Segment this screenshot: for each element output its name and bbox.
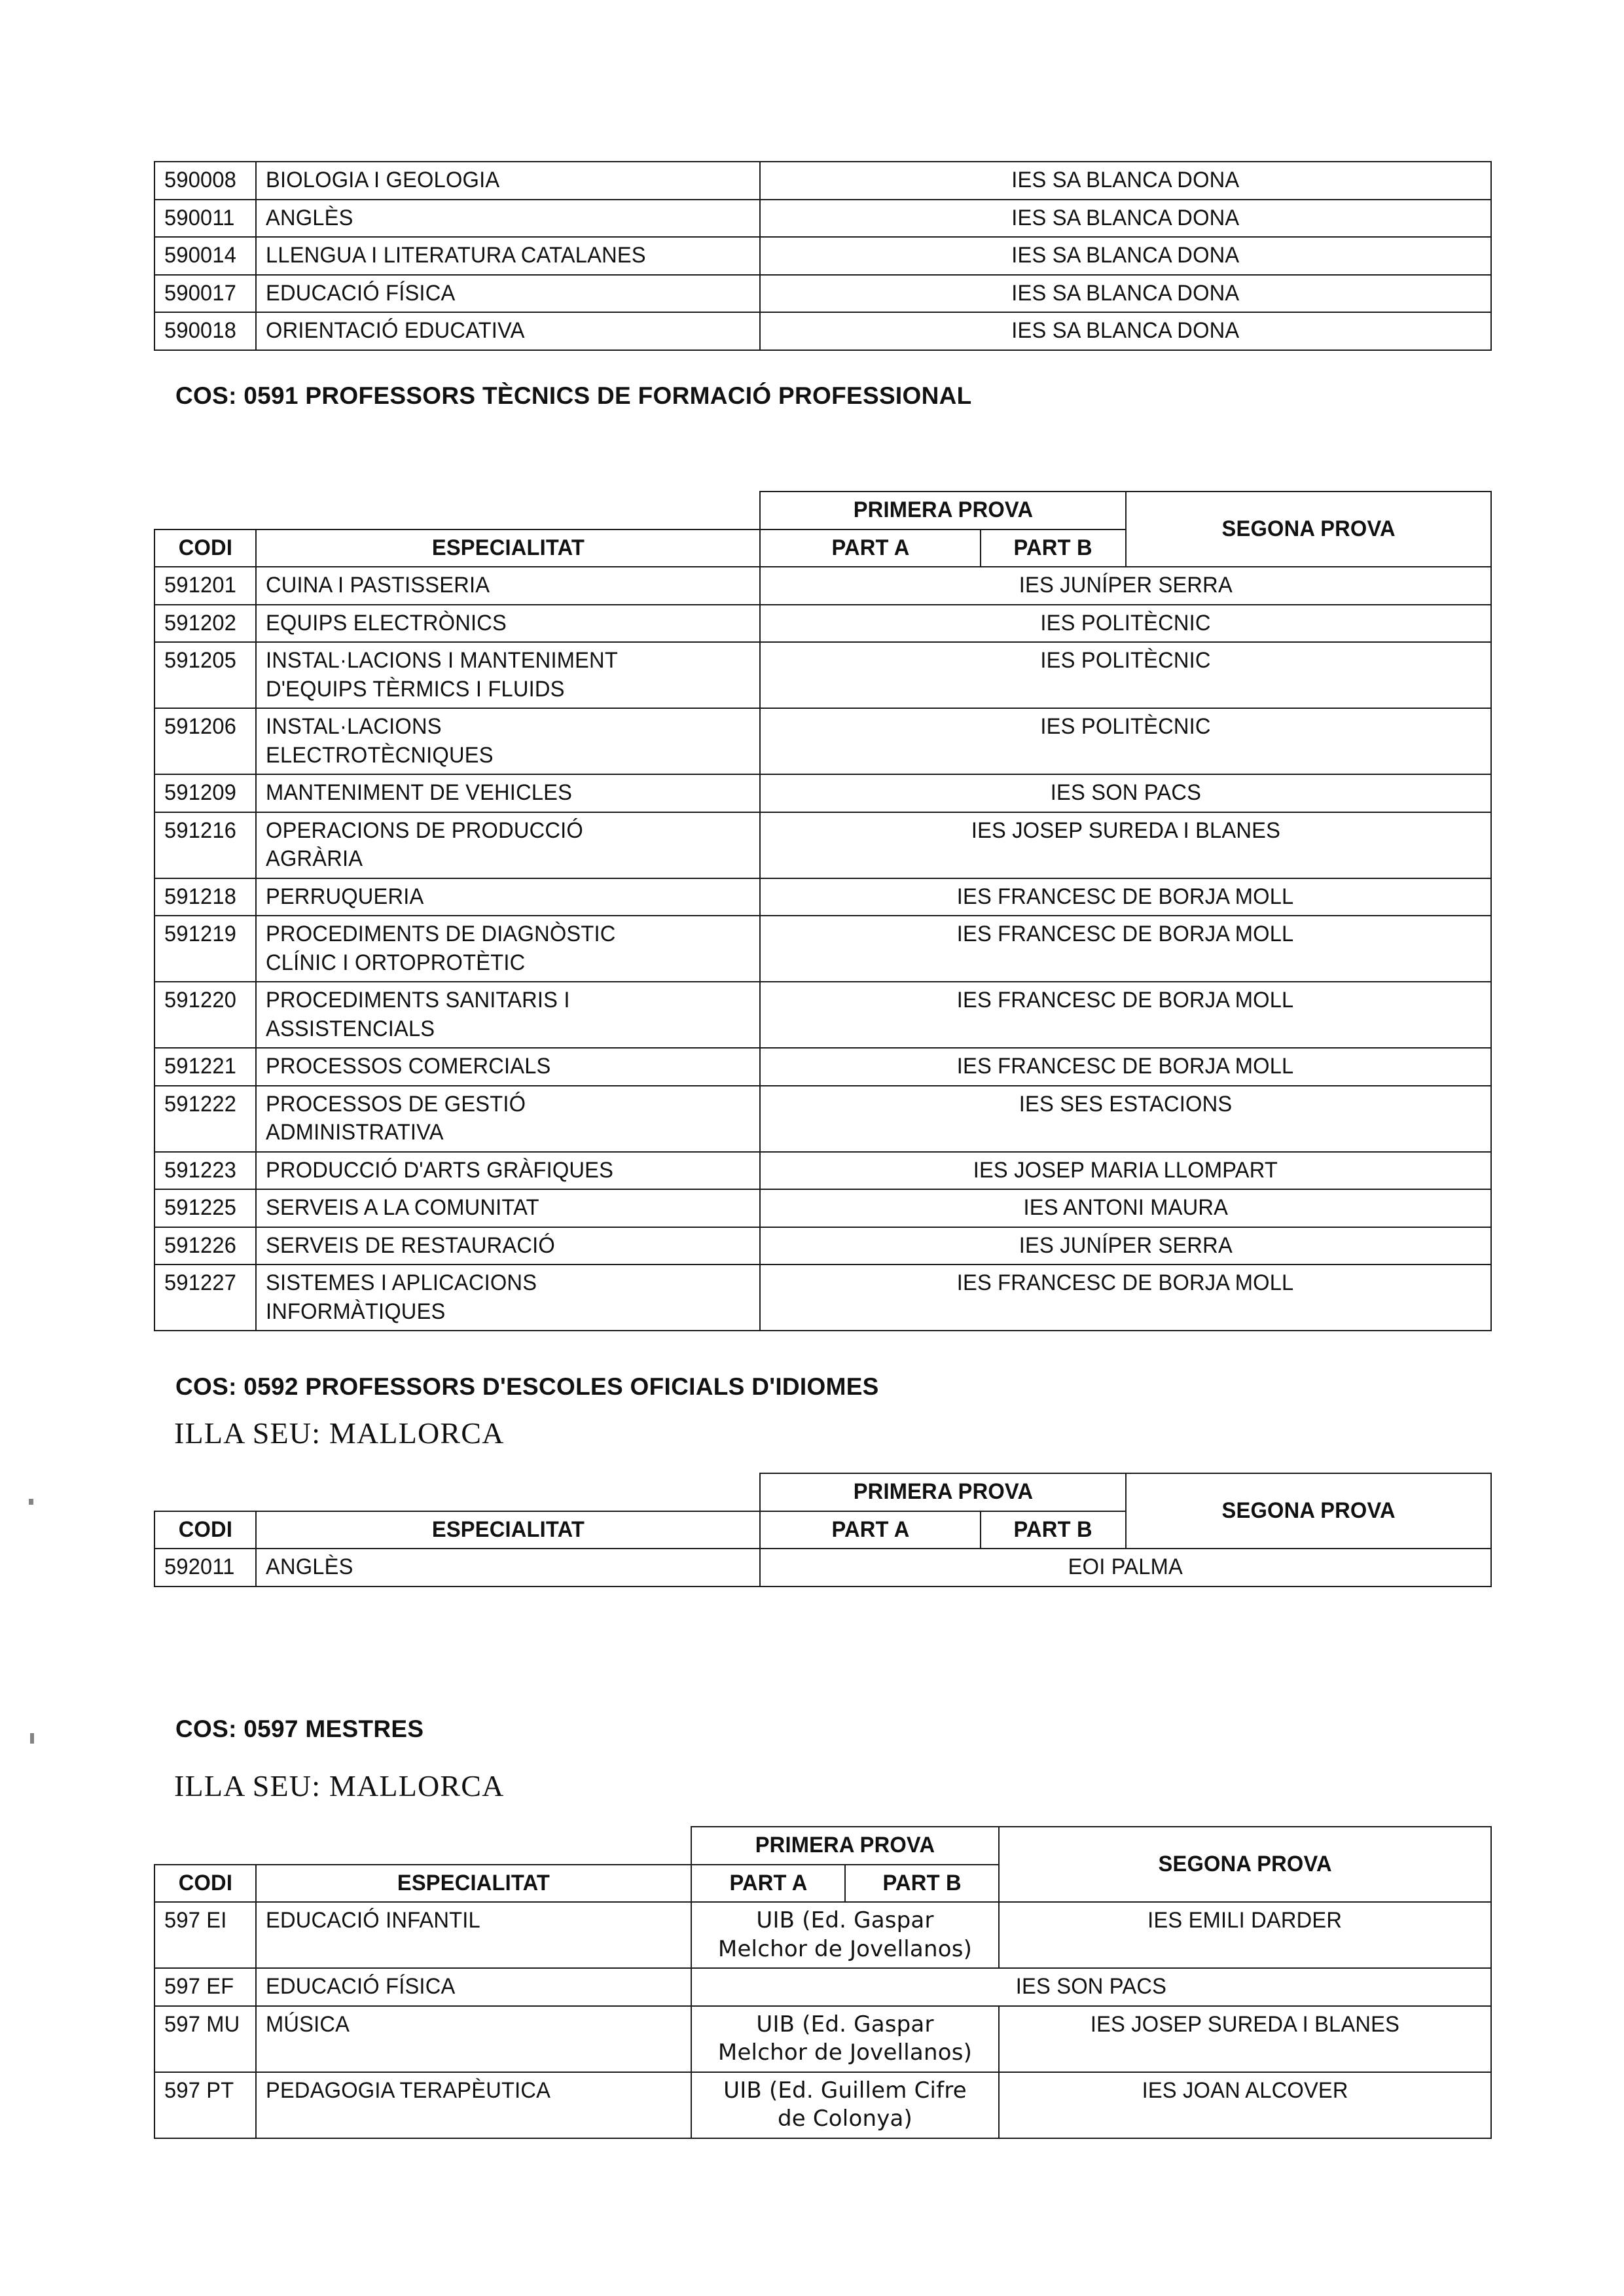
header-spacer: [256, 1473, 760, 1511]
table-cos-0597: [154, 1826, 1492, 2139]
table-body: [154, 567, 1491, 1331]
header-spacer: [256, 492, 760, 529]
cell-especialitat: EDUCACIÓ INFANTIL: [256, 1902, 691, 1968]
cell-venue: IES JOSEP SUREDA I BLANES: [760, 812, 1491, 878]
section-heading-0597: COS: 0597 MESTRES: [175, 1715, 424, 1742]
table-body: [154, 1902, 1491, 2138]
cell-venue: IES FRANCESC DE BORJA MOLL: [760, 916, 1491, 982]
cell-codi: 591202: [154, 605, 256, 643]
header-codi: CODI: [154, 529, 256, 567]
cell-especialitat: ORIENTACIÓ EDUCATIVA: [256, 312, 760, 350]
cell-venue: IES JUNÍPER SERRA: [760, 1227, 1491, 1265]
cell-codi: 591206: [154, 708, 256, 774]
table-body: [154, 1549, 1491, 1587]
header-primera-prova: PRIMERA PROVA: [760, 1473, 1126, 1511]
table-header: [154, 1473, 1491, 1549]
cell-codi: 590011: [154, 200, 256, 238]
header-especialitat: ESPECIALITAT: [256, 529, 760, 567]
cell-especialitat: EQUIPS ELECTRÒNICS: [256, 605, 760, 643]
cell-codi: 590014: [154, 237, 256, 275]
cell-codi: 590018: [154, 312, 256, 350]
cell-part-a-venue: UIB (Ed. Gaspar Melchor de Jovellanos): [691, 1902, 999, 1968]
cell-venue: IES SA BLANCA DONA: [760, 275, 1491, 313]
cell-venue: IES SA BLANCA DONA: [760, 312, 1491, 350]
header-part-a: PART A: [760, 529, 981, 567]
table-row: [154, 708, 1491, 774]
cell-especialitat: CUINA I PASTISSERIA: [256, 567, 760, 605]
table-row: [154, 774, 1491, 812]
table-row: [154, 878, 1491, 916]
table-row: [154, 2006, 1491, 2072]
header-spacer: [154, 492, 256, 529]
table-row: [154, 1549, 1491, 1587]
header-spacer: [256, 1827, 691, 1865]
scan-speck: [30, 1733, 34, 1744]
cell-venue: IES FRANCESC DE BORJA MOLL: [760, 1265, 1491, 1331]
cell-codi: 591226: [154, 1227, 256, 1265]
cell-venue: IES SA BLANCA DONA: [760, 237, 1491, 275]
table-cos-0590-continuation: [154, 161, 1492, 351]
header-part-b: PART B: [845, 1865, 999, 1903]
table-row: [154, 200, 1491, 238]
cell-especialitat: ANGLÈS: [256, 1549, 760, 1587]
cell-codi: 597 EF: [154, 1968, 256, 2006]
cell-venue: EOI PALMA: [760, 1549, 1491, 1587]
table-row: [154, 162, 1491, 200]
table-row: [154, 916, 1491, 982]
cell-venue: IES FRANCESC DE BORJA MOLL: [760, 982, 1491, 1048]
table-header: [154, 492, 1491, 567]
cell-venue: IES POLITÈCNIC: [760, 708, 1491, 774]
header-segona-prova: SEGONA PROVA: [999, 1827, 1491, 1902]
cell-segona-venue: IES EMILI DARDER: [999, 1902, 1491, 1968]
cell-codi: 591209: [154, 774, 256, 812]
cell-venue: IES SON PACS: [691, 1968, 1491, 2006]
cell-especialitat: PERRUQUERIA: [256, 878, 760, 916]
header-primera-prova: PRIMERA PROVA: [760, 492, 1126, 529]
header-spacer: [154, 1827, 256, 1865]
table-row: [154, 1189, 1491, 1227]
table-row: [154, 2072, 1491, 2138]
table-row: [154, 1048, 1491, 1086]
cell-especialitat: PEDAGOGIA TERAPÈUTICA: [256, 2072, 691, 2138]
cell-especialitat: LLENGUA I LITERATURA CATALANES: [256, 237, 760, 275]
header-especialitat: ESPECIALITAT: [256, 1865, 691, 1903]
cell-especialitat: INSTAL·LACIONS ELECTROTÈCNIQUES: [256, 708, 760, 774]
table-row: [154, 642, 1491, 708]
cell-codi: 591225: [154, 1189, 256, 1227]
header-part-b: PART B: [981, 529, 1126, 567]
header-segona-prova: SEGONA PROVA: [1126, 1473, 1491, 1549]
header-row-group: [154, 492, 1491, 529]
cell-especialitat: PROCESSOS DE GESTIÓ ADMINISTRATIVA: [256, 1086, 760, 1152]
cell-codi: 591219: [154, 916, 256, 982]
cell-codi: 591220: [154, 982, 256, 1048]
cell-venue: IES FRANCESC DE BORJA MOLL: [760, 878, 1491, 916]
cell-especialitat: OPERACIONS DE PRODUCCIÓ AGRÀRIA: [256, 812, 760, 878]
cell-codi: 597 MU: [154, 2006, 256, 2072]
cell-especialitat: EDUCACIÓ FÍSICA: [256, 275, 760, 313]
header-especialitat: ESPECIALITAT: [256, 1511, 760, 1549]
cell-codi: 591221: [154, 1048, 256, 1086]
table-row: [154, 1902, 1491, 1968]
cell-venue: IES JOSEP MARIA LLOMPART: [760, 1152, 1491, 1190]
table-row: [154, 567, 1491, 605]
cell-codi: 590017: [154, 275, 256, 313]
header-codi: CODI: [154, 1511, 256, 1549]
header-codi: CODI: [154, 1865, 256, 1903]
header-part-a: PART A: [691, 1865, 845, 1903]
cell-venue: IES FRANCESC DE BORJA MOLL: [760, 1048, 1491, 1086]
cell-codi: 591205: [154, 642, 256, 708]
cell-codi: 591223: [154, 1152, 256, 1190]
illa-seu-0592: ILLA SEU: MALLORCA: [174, 1416, 505, 1450]
cell-part-a-venue: UIB (Ed. Guillem Cifre de Colonya): [691, 2072, 999, 2138]
header-spacer: [154, 1473, 256, 1511]
header-row-group: [154, 1473, 1491, 1511]
table-row: [154, 605, 1491, 643]
table-body: [154, 162, 1491, 350]
cell-codi: 591218: [154, 878, 256, 916]
cell-venue: IES SES ESTACIONS: [760, 1086, 1491, 1152]
table-cos-0591: [154, 491, 1492, 1331]
cell-segona-venue: IES JOSEP SUREDA I BLANES: [999, 2006, 1491, 2072]
cell-codi: 591201: [154, 567, 256, 605]
cell-codi: 591227: [154, 1265, 256, 1331]
cell-especialitat: ANGLÈS: [256, 200, 760, 238]
cell-codi: 590008: [154, 162, 256, 200]
cell-especialitat: BIOLOGIA I GEOLOGIA: [256, 162, 760, 200]
cell-venue: IES JUNÍPER SERRA: [760, 567, 1491, 605]
table-header: [154, 1827, 1491, 1902]
table-row: [154, 1265, 1491, 1331]
table-row: [154, 1968, 1491, 2006]
header-row-group: [154, 1827, 1491, 1865]
cell-especialitat: PRODUCCIÓ D'ARTS GRÀFIQUES: [256, 1152, 760, 1190]
section-heading-0591: COS: 0591 PROFESSORS TÈCNICS DE FORMACIÓ PROFESSIONAL: [175, 382, 972, 409]
header-primera-prova: PRIMERA PROVA: [691, 1827, 999, 1865]
table-row: [154, 1227, 1491, 1265]
illa-seu-0597: ILLA SEU: MALLORCA: [174, 1769, 505, 1803]
cell-venue: IES SA BLANCA DONA: [760, 162, 1491, 200]
cell-especialitat: SISTEMES I APLICACIONS INFORMÀTIQUES: [256, 1265, 760, 1331]
table-row: [154, 812, 1491, 878]
cell-especialitat: SERVEIS A LA COMUNITAT: [256, 1189, 760, 1227]
table-cos-0592: [154, 1473, 1492, 1587]
cell-codi: 591216: [154, 812, 256, 878]
cell-venue: IES POLITÈCNIC: [760, 642, 1491, 708]
table-row: [154, 312, 1491, 350]
cell-especialitat: EDUCACIÓ FÍSICA: [256, 1968, 691, 2006]
header-part-a: PART A: [760, 1511, 981, 1549]
header-segona-prova: SEGONA PROVA: [1126, 492, 1491, 567]
table-row: [154, 1086, 1491, 1152]
table-row: [154, 275, 1491, 313]
cell-codi: 597 PT: [154, 2072, 256, 2138]
cell-especialitat: PROCESSOS COMERCIALS: [256, 1048, 760, 1086]
scan-speck: [29, 1499, 33, 1505]
cell-codi: 597 EI: [154, 1902, 256, 1968]
table-row: [154, 982, 1491, 1048]
cell-especialitat: PROCEDIMENTS DE DIAGNÒSTIC CLÍNIC I ORTOPROTÈTIC: [256, 916, 760, 982]
cell-venue: IES SON PACS: [760, 774, 1491, 812]
section-heading-0592: COS: 0592 PROFESSORS D'ESCOLES OFICIALS D'IDIOMES: [175, 1373, 879, 1400]
header-part-b: PART B: [981, 1511, 1126, 1549]
cell-especialitat: PROCEDIMENTS SANITARIS I ASSISTENCIALS: [256, 982, 760, 1048]
cell-especialitat: MÚSICA: [256, 2006, 691, 2072]
cell-venue: IES POLITÈCNIC: [760, 605, 1491, 643]
cell-codi: 591222: [154, 1086, 256, 1152]
cell-especialitat: SERVEIS DE RESTAURACIÓ: [256, 1227, 760, 1265]
table-row: [154, 237, 1491, 275]
cell-especialitat: MANTENIMENT DE VEHICLES: [256, 774, 760, 812]
table-row: [154, 1152, 1491, 1190]
cell-segona-venue: IES JOAN ALCOVER: [999, 2072, 1491, 2138]
cell-venue: IES SA BLANCA DONA: [760, 200, 1491, 238]
cell-venue: IES ANTONI MAURA: [760, 1189, 1491, 1227]
cell-especialitat: INSTAL·LACIONS I MANTENIMENT D'EQUIPS TÈRMICS I FLUIDS: [256, 642, 760, 708]
cell-codi: 592011: [154, 1549, 256, 1587]
cell-part-a-venue: UIB (Ed. Gaspar Melchor de Jovellanos): [691, 2006, 999, 2072]
